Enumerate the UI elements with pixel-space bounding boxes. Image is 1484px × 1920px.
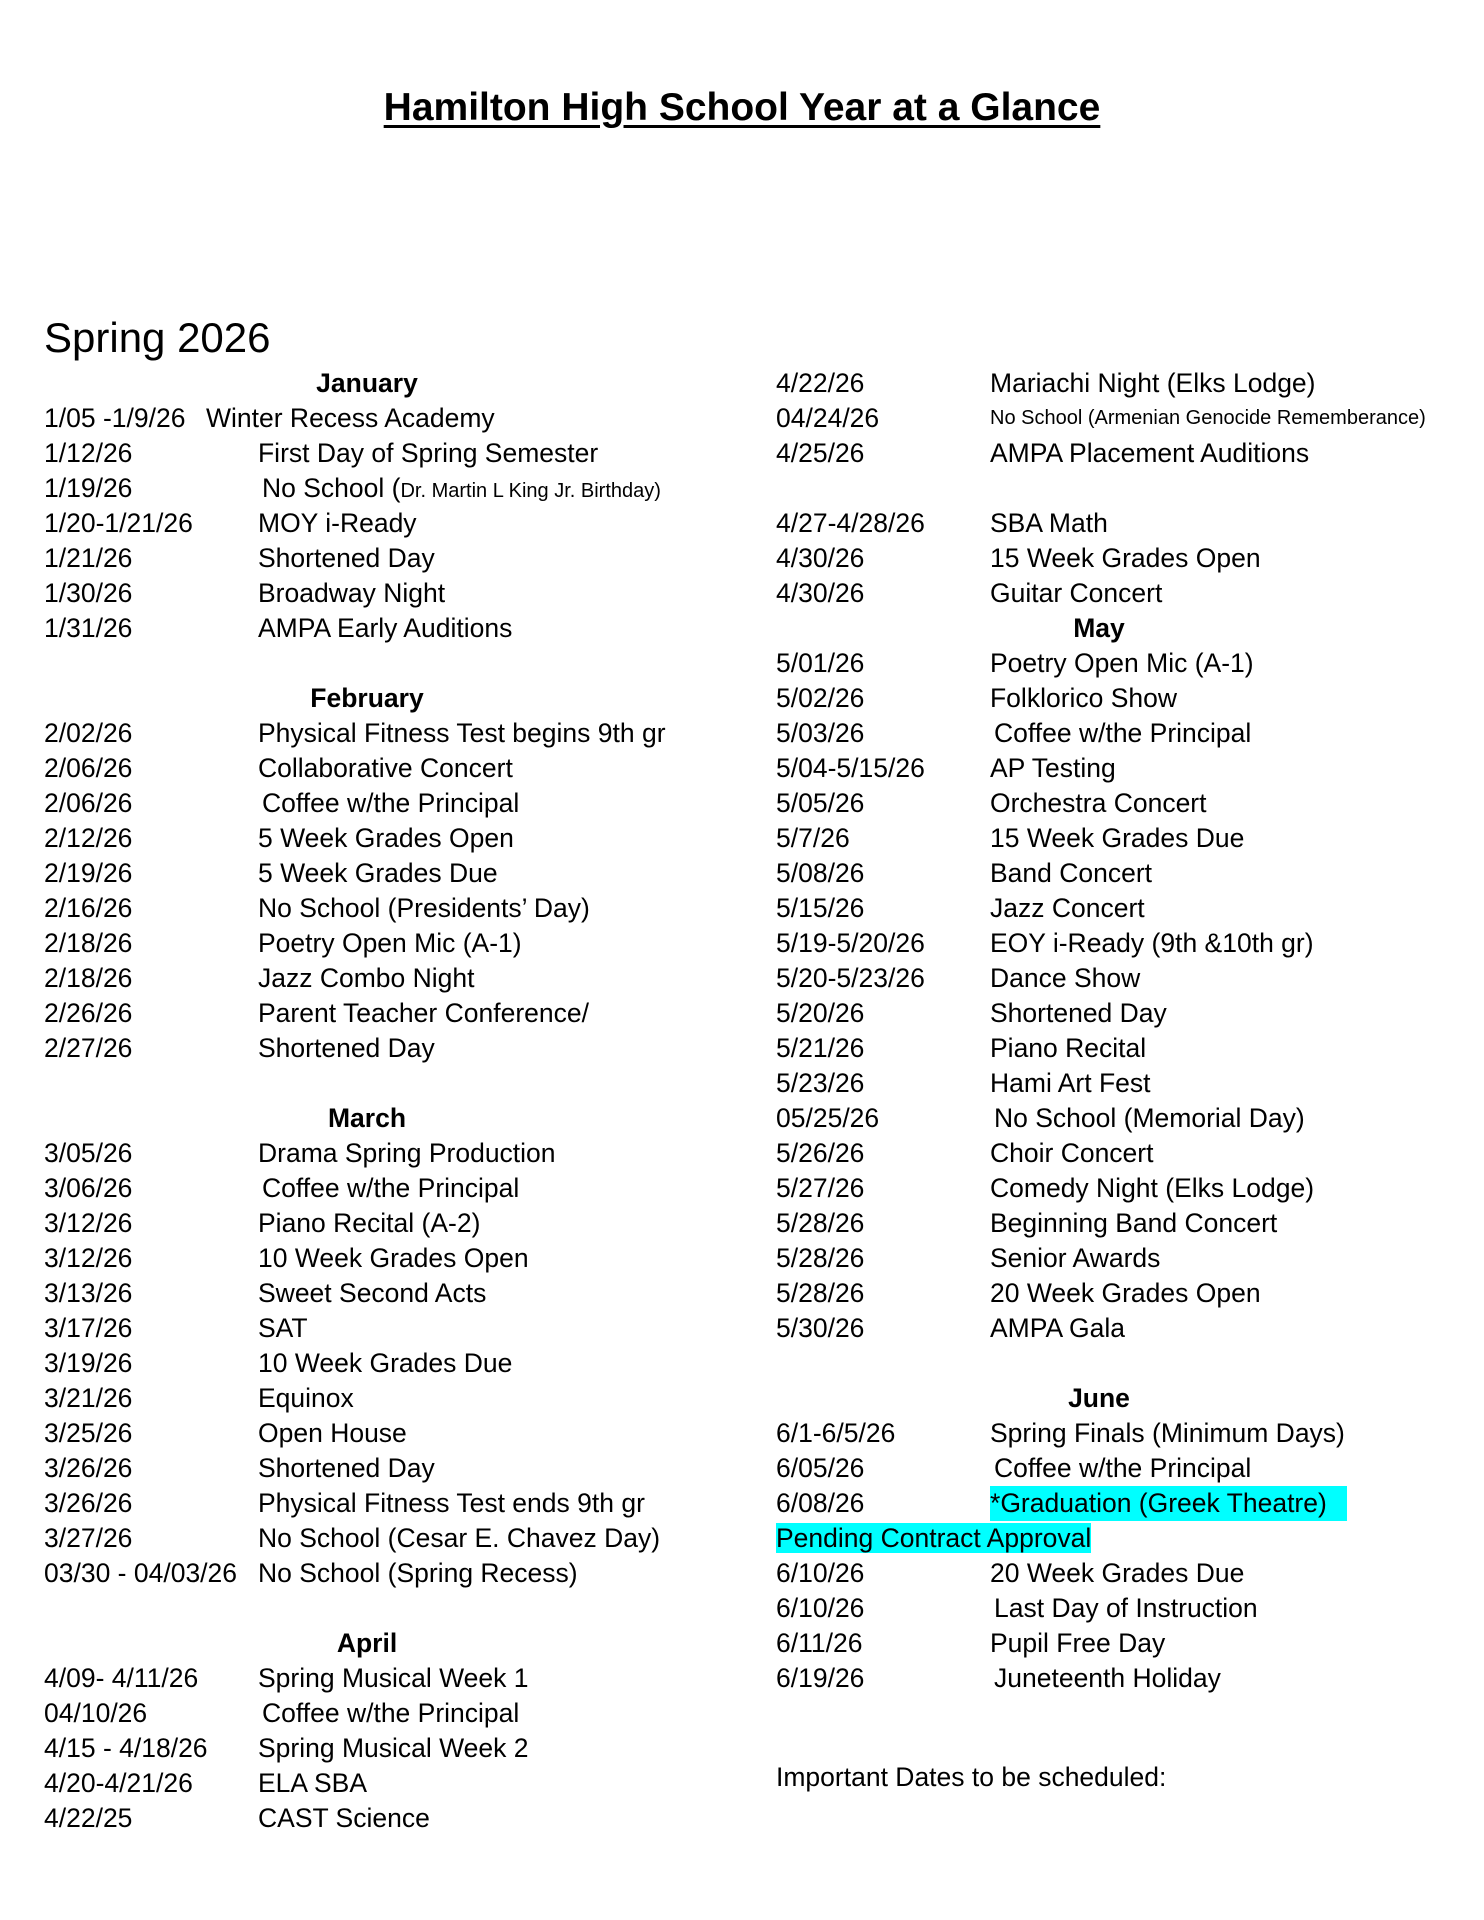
event-date: 4/25/26 — [776, 438, 865, 468]
event-date: 3/12/26 — [44, 1243, 133, 1273]
event-name: Drama Spring Production — [258, 1138, 556, 1168]
list-item — [776, 1101, 1476, 1136]
event-date: 1/12/26 — [44, 438, 133, 468]
list-item — [44, 541, 744, 576]
event-name: Jazz Concert — [990, 893, 1145, 923]
event-name: Piano Recital — [990, 1033, 1147, 1063]
list-item — [44, 926, 744, 961]
list-item — [44, 1171, 744, 1206]
right-column — [776, 366, 1476, 1795]
event-date: 3/17/26 — [44, 1313, 133, 1343]
event-name: Choir Concert — [990, 1138, 1154, 1168]
spacer — [44, 1591, 744, 1626]
event-name: Hami Art Fest — [990, 1068, 1151, 1098]
event-date: 3/25/26 — [44, 1418, 133, 1448]
list-item — [44, 1276, 744, 1311]
event-date: 5/7/26 — [776, 823, 850, 853]
important-dates-note — [776, 1760, 1476, 1795]
event-name: Collaborative Concert — [258, 753, 513, 783]
event-name: Winter Recess Academy — [206, 403, 495, 433]
event-date: 3/27/26 — [44, 1523, 133, 1553]
list-item — [44, 996, 744, 1031]
event-date: 3/13/26 — [44, 1278, 133, 1308]
event-name: Shortened Day — [258, 1453, 435, 1483]
list-item — [776, 961, 1476, 996]
list-item — [44, 1381, 744, 1416]
event-date: 5/01/26 — [776, 648, 865, 678]
event-date: 5/28/26 — [776, 1278, 865, 1308]
event-date: 5/30/26 — [776, 1313, 865, 1343]
list-item — [44, 576, 744, 611]
event-date: 04/10/26 — [44, 1698, 148, 1728]
event-name: Guitar Concert — [990, 578, 1163, 608]
event-date: 2/02/26 — [44, 718, 133, 748]
event-date: 1/19/26 — [44, 473, 133, 503]
list-item — [44, 1661, 744, 1696]
event-name: 10 Week Grades Open — [258, 1243, 529, 1273]
event-date: 5/28/26 — [776, 1243, 865, 1273]
event-name: Parent Teacher Conference/ — [258, 998, 589, 1028]
event-name: Spring Finals (Minimum Days) — [990, 1418, 1345, 1448]
list-item — [776, 996, 1476, 1031]
event-date: 4/22/25 — [44, 1803, 133, 1833]
event-date: 2/19/26 — [44, 858, 133, 888]
pending-contract-note: Pending Contract Approval — [776, 1523, 1092, 1553]
list-item — [776, 926, 1476, 961]
list-item — [44, 1031, 744, 1066]
event-name: AP Testing — [990, 753, 1116, 783]
event-name: Last Day of Instruction — [994, 1593, 1258, 1623]
month-heading-january: January — [316, 368, 418, 398]
list-item — [776, 1276, 1476, 1311]
list-item — [44, 1521, 744, 1556]
list-item — [776, 576, 1476, 611]
event-date: 6/08/26 — [776, 1488, 865, 1518]
event-name: SAT — [258, 1313, 308, 1343]
list-item — [776, 856, 1476, 891]
event-name-note: Dr. Martin L King Jr. Birthday) — [400, 480, 661, 502]
event-name: No School (Memorial Day) — [994, 1103, 1305, 1133]
list-item — [776, 1206, 1476, 1241]
spacer — [44, 1066, 744, 1101]
list-item — [776, 1416, 1476, 1451]
spacer — [776, 471, 1476, 506]
list-item — [44, 1311, 744, 1346]
event-name: Spring Musical Week 2 — [258, 1733, 529, 1763]
event-date: 5/23/26 — [776, 1068, 865, 1098]
list-item — [44, 611, 744, 646]
page-title: Hamilton High School Year at a Glance — [383, 86, 1101, 129]
spacer — [44, 646, 744, 681]
event-date: 1/30/26 — [44, 578, 133, 608]
event-name: Folklorico Show — [990, 683, 1178, 713]
event-name: Coffee w/the Principal — [262, 788, 520, 818]
list-item — [776, 1626, 1476, 1661]
event-name: SBA Math — [990, 508, 1108, 538]
event-name: Orchestra Concert — [990, 788, 1207, 818]
list-item — [44, 716, 744, 751]
event-name: No School (Armenian Genocide Rememberance) — [990, 407, 1426, 429]
list-item — [44, 786, 744, 821]
event-date: 1/31/26 — [44, 613, 133, 643]
month-heading-february: February — [310, 683, 424, 713]
event-name: No School (Presidents’ Day) — [258, 893, 590, 923]
event-date: 3/06/26 — [44, 1173, 133, 1203]
list-item — [776, 1066, 1476, 1101]
event-name: 20 Week Grades Due — [990, 1558, 1245, 1588]
event-date: 6/10/26 — [776, 1593, 865, 1623]
event-date: 5/21/26 — [776, 1033, 865, 1063]
event-date: 4/27-4/28/26 — [776, 508, 925, 538]
event-date: 1/20-1/21/26 — [44, 508, 193, 538]
list-item — [776, 1556, 1476, 1591]
event-name: Equinox — [258, 1383, 354, 1413]
list-item — [776, 751, 1476, 786]
list-item — [776, 1031, 1476, 1066]
event-date: 4/30/26 — [776, 543, 865, 573]
event-date: 6/1-6/5/26 — [776, 1418, 896, 1448]
event-name: Spring Musical Week 1 — [258, 1663, 529, 1693]
event-date: 2/18/26 — [44, 928, 133, 958]
list-item — [776, 821, 1476, 856]
event-date: 2/16/26 — [44, 893, 133, 923]
event-name: Open House — [258, 1418, 407, 1448]
event-date: 1/21/26 — [44, 543, 133, 573]
list-item — [776, 1136, 1476, 1171]
event-date: 4/09- 4/11/26 — [44, 1663, 199, 1693]
event-date: 6/19/26 — [776, 1663, 865, 1693]
list-item — [44, 1696, 744, 1731]
event-name: 15 Week Grades Open — [990, 543, 1261, 573]
event-date: 1/05 -1/9/26 — [44, 403, 186, 433]
event-name: MOY i-Ready — [258, 508, 417, 538]
season-heading: Spring 2026 — [44, 314, 271, 361]
event-name: No School (Cesar E. Chavez Day) — [258, 1523, 661, 1553]
left-column — [44, 366, 744, 1836]
list-item — [776, 891, 1476, 926]
list-item — [776, 506, 1476, 541]
event-date: 6/05/26 — [776, 1453, 865, 1483]
event-name: Physical Fitness Test begins 9th gr — [258, 718, 666, 748]
list-item — [44, 1241, 744, 1276]
list-item — [776, 366, 1476, 401]
event-date: 5/20/26 — [776, 998, 865, 1028]
list-item — [776, 541, 1476, 576]
event-name: 5 Week Grades Due — [258, 858, 498, 888]
event-name: Coffee w/the Principal — [262, 1698, 520, 1728]
list-item — [776, 436, 1476, 471]
event-name — [262, 471, 661, 509]
event-name: Senior Awards — [990, 1243, 1161, 1273]
spacer — [776, 1696, 1476, 1731]
spacer — [776, 1346, 1476, 1381]
event-date: 3/26/26 — [44, 1453, 133, 1483]
event-date: 4/20-4/21/26 — [44, 1768, 193, 1798]
list-item — [44, 1801, 744, 1836]
event-date: 2/06/26 — [44, 753, 133, 783]
list-item — [776, 716, 1476, 751]
event-name: 20 Week Grades Open — [990, 1278, 1261, 1308]
list-item — [776, 786, 1476, 821]
event-date: 5/15/26 — [776, 893, 865, 923]
event-name: CAST Science — [258, 1803, 430, 1833]
event-name: First Day of Spring Semester — [258, 438, 599, 468]
event-date: 4/30/26 — [776, 578, 865, 608]
event-date: 5/04-5/15/26 — [776, 753, 925, 783]
list-item — [44, 961, 744, 996]
list-item — [776, 401, 1476, 436]
event-name: Coffee w/the Principal — [994, 1453, 1252, 1483]
event-name: EOY i-Ready (9th &10th gr) — [990, 928, 1314, 958]
month-heading-june: June — [1068, 1383, 1130, 1413]
list-item — [776, 1591, 1476, 1626]
event-name: Comedy Night (Elks Lodge) — [990, 1173, 1315, 1203]
event-date: 3/19/26 — [44, 1348, 133, 1378]
event-name-main: No School ( — [262, 473, 401, 503]
event-name: Juneteenth Holiday — [994, 1663, 1221, 1693]
event-date: 5/27/26 — [776, 1173, 865, 1203]
event-name: Broadway Night — [258, 578, 446, 608]
event-date: 2/27/26 — [44, 1033, 133, 1063]
list-item — [776, 1311, 1476, 1346]
event-date: 4/15 - 4/18/26 — [44, 1733, 208, 1763]
graduation-event-highlighted: *Graduation (Greek Theatre) — [990, 1486, 1347, 1521]
event-name: Coffee w/the Principal — [262, 1173, 520, 1203]
event-name: ELA SBA — [258, 1768, 368, 1798]
event-date: 3/12/26 — [44, 1208, 133, 1238]
list-item — [44, 891, 744, 926]
list-item — [776, 1521, 1476, 1556]
event-date: 6/11/26 — [776, 1628, 863, 1658]
list-item — [44, 751, 744, 786]
list-item — [44, 1206, 744, 1241]
event-name: AMPA Early Auditions — [258, 613, 513, 643]
event-date: 6/10/26 — [776, 1558, 865, 1588]
list-item — [776, 681, 1476, 716]
list-item — [44, 1416, 744, 1451]
event-date: 3/26/26 — [44, 1488, 133, 1518]
event-date: 4/22/26 — [776, 368, 865, 398]
list-item — [44, 1766, 744, 1801]
month-heading-april: April — [336, 1628, 398, 1658]
list-item — [44, 471, 744, 506]
event-name: Shortened Day — [258, 1033, 435, 1063]
event-name: Pupil Free Day — [990, 1628, 1166, 1658]
list-item — [776, 1451, 1476, 1486]
list-item — [44, 821, 744, 856]
event-name: 15 Week Grades Due — [990, 823, 1245, 853]
event-date: 5/03/26 — [776, 718, 865, 748]
event-name: Dance Show — [990, 963, 1141, 993]
list-item — [44, 1136, 744, 1171]
event-name: Shortened Day — [990, 998, 1167, 1028]
event-name: Mariachi Night (Elks Lodge) — [990, 368, 1316, 398]
list-item — [44, 1346, 744, 1381]
event-date: 04/24/26 — [776, 403, 880, 433]
list-item — [44, 856, 744, 891]
event-date: 5/19-5/20/26 — [776, 928, 925, 958]
event-date: 03/30 - 04/03/26 — [44, 1558, 238, 1588]
event-date: 3/05/26 — [44, 1138, 133, 1168]
event-date: 5/28/26 — [776, 1208, 865, 1238]
event-name: Piano Recital (A-2) — [258, 1208, 481, 1238]
event-name: Jazz Combo Night — [258, 963, 475, 993]
event-name: Shortened Day — [258, 543, 435, 573]
list-item — [44, 401, 744, 436]
event-date: 2/26/26 — [44, 998, 133, 1028]
list-item — [776, 1171, 1476, 1206]
list-item — [776, 1486, 1476, 1521]
event-date: 5/08/26 — [776, 858, 865, 888]
event-date: 2/12/26 — [44, 823, 133, 853]
event-name: AMPA Placement Auditions — [990, 438, 1310, 468]
event-name: Physical Fitness Test ends 9th gr — [258, 1488, 645, 1518]
list-item — [44, 436, 744, 471]
important-dates-label: Important Dates to be scheduled: — [776, 1762, 1167, 1792]
event-date: 2/18/26 — [44, 963, 133, 993]
event-name: No School (Spring Recess) — [258, 1558, 578, 1588]
list-item — [44, 1486, 744, 1521]
event-name: Band Concert — [990, 858, 1153, 888]
list-item — [776, 646, 1476, 681]
event-name: AMPA Gala — [990, 1313, 1126, 1343]
event-date: 2/06/26 — [44, 788, 133, 818]
event-date: 5/05/26 — [776, 788, 865, 818]
event-name: Coffee w/the Principal — [994, 718, 1252, 748]
event-date: 05/25/26 — [776, 1103, 880, 1133]
event-name: Sweet Second Acts — [258, 1278, 487, 1308]
event-name: Beginning Band Concert — [990, 1208, 1278, 1238]
event-date: 5/02/26 — [776, 683, 865, 713]
event-name: Poetry Open Mic (A-1) — [990, 648, 1254, 678]
month-heading-march: March — [327, 1103, 407, 1133]
event-name: 10 Week Grades Due — [258, 1348, 513, 1378]
list-item — [44, 1556, 744, 1591]
list-item — [776, 1661, 1476, 1696]
event-date: 5/20-5/23/26 — [776, 963, 925, 993]
event-name: Poetry Open Mic (A-1) — [258, 928, 522, 958]
list-item — [44, 506, 744, 541]
list-item — [44, 1451, 744, 1486]
list-item — [44, 1731, 744, 1766]
event-date: 3/21/26 — [44, 1383, 133, 1413]
event-date: 5/26/26 — [776, 1138, 865, 1168]
event-name: 5 Week Grades Open — [258, 823, 514, 853]
list-item — [776, 1241, 1476, 1276]
month-heading-may: May — [1073, 613, 1125, 643]
